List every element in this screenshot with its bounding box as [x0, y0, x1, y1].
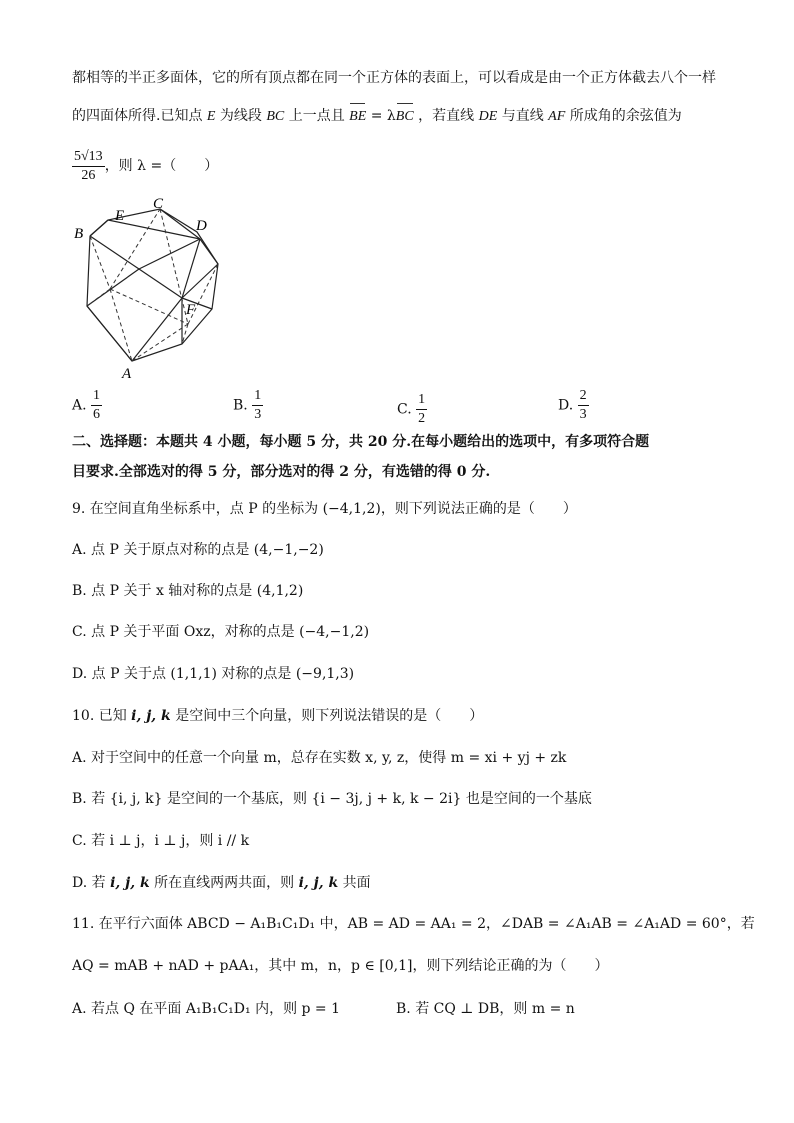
- stem-text: 是空间中三个向量，则下列说法错误的是（ ）: [170, 708, 484, 724]
- option-fraction: [252, 388, 263, 423]
- label-f: F: [186, 302, 196, 318]
- q8-option-c[interactable]: [397, 392, 427, 427]
- section-2-header-line-1: 二、选择题：本题共 4 小题，每小题 5 分，共 20 分.在每小题给出的选项中，有多项符合题: [72, 434, 650, 450]
- option-fraction: [91, 388, 102, 423]
- label-d: D: [196, 218, 207, 234]
- q11-option-a[interactable]: A. 若点 Q 在平面 A₁B₁C₁D₁ 内，则 p = 1: [72, 1001, 341, 1017]
- q11-option-b[interactable]: B. 若 CQ ⊥ DB，则 m = n: [396, 1001, 575, 1017]
- label-c: C: [153, 196, 164, 212]
- option-letter: A.: [72, 397, 87, 414]
- option-letter: D.: [558, 397, 574, 414]
- option-fraction: [578, 388, 589, 423]
- option-letter: B.: [233, 397, 248, 414]
- intro-text: ，若直线: [418, 108, 475, 124]
- intro-line-1: 都相等的半正多面体，它的所有顶点都在同一个正方体的表面上，可以看成是由一个正方体截去八个一样: [72, 70, 716, 86]
- vectors-ijk: i, j, k: [110, 875, 150, 891]
- label-b: B: [74, 226, 84, 242]
- q9-option-c[interactable]: C. 点 P 关于平面 Oxz，对称的点是 (−4,−1,2): [72, 624, 370, 640]
- fraction-numerator: 1: [416, 392, 427, 410]
- vector-bc: BC: [396, 107, 414, 127]
- fraction-denominator: 26: [81, 167, 96, 183]
- cuboctahedron-figure: [70, 194, 230, 384]
- vectors-ijk: i, j, k: [298, 875, 339, 891]
- section-2-header-line-2: 目要求.全部选对的得 5 分，部分选对的得 2 分，有选错的得 0 分.: [72, 464, 491, 480]
- fraction-denominator: 6: [93, 407, 101, 422]
- intro-line-3: [72, 146, 218, 186]
- q10-stem: [72, 706, 483, 726]
- q8-option-a[interactable]: [72, 388, 102, 423]
- fraction-numerator: 1: [252, 388, 263, 406]
- stem-text: 10. 已知: [72, 708, 132, 724]
- option-text: 共面: [338, 875, 371, 891]
- fraction-denominator: 3: [254, 407, 262, 422]
- equals-lambda: = λ: [366, 108, 396, 124]
- option-text: 所在直线两两共面，则: [149, 875, 299, 891]
- label-e: E: [115, 208, 125, 224]
- fraction-numerator: 5√13: [72, 149, 105, 167]
- q8-option-d[interactable]: [558, 388, 589, 423]
- fraction-denominator: 3: [579, 407, 587, 422]
- q11-stem-line-2: AQ = mAB + nAD + pAA₁，其中 m，n，p ∈ [0,1]，则下列结论正确的为（ ）: [72, 958, 609, 974]
- q10-option-d[interactable]: [72, 873, 371, 893]
- line-de: DE: [478, 109, 498, 124]
- fraction-numerator: 1: [91, 388, 102, 406]
- q9-option-b[interactable]: B. 点 P 关于 x 轴对称的点是 (4,1,2): [72, 583, 304, 599]
- intro-text: 的四面体所得.已知点: [72, 108, 203, 124]
- q10-option-b[interactable]: B. 若 {i, j, k} 是空间的一个基底，则 {i − 3j, j + k, k − 2i} 也是空间的一个基底: [72, 791, 592, 807]
- q11-stem-line-1: 11. 在平行六面体 ABCD − A₁B₁C₁D₁ 中，AB = AD = AA₁ = 2，∠DAB = ∠A₁AB = ∠A₁AD = 60°，若: [72, 916, 755, 932]
- q10-option-c[interactable]: C. 若 i ⊥ j，i ⊥ j，则 i // k: [72, 833, 250, 849]
- fraction-numerator: 2: [578, 388, 589, 406]
- fraction-denominator: 2: [418, 411, 426, 426]
- q9-stem: 9. 在空间直角坐标系中，点 P 的坐标为 (−4,1,2)，则下列说法正确的是（ ）: [72, 501, 577, 517]
- q9-option-d[interactable]: D. 点 P 关于点 (1,1,1) 对称的点是 (−9,1,3): [72, 666, 355, 682]
- q8-option-b[interactable]: [233, 388, 263, 423]
- vector-be: BE: [349, 107, 366, 127]
- intro-text: 上一点且: [288, 108, 345, 124]
- q10-option-a[interactable]: A. 对于空间中的任意一个向量 m，总存在实数 x, y, z，使得 m = xi + yj + zk: [72, 750, 567, 766]
- option-text: D. 若: [72, 875, 111, 891]
- label-a: A: [122, 366, 132, 382]
- option-letter: C.: [397, 401, 412, 418]
- intro-text: 所成角的余弦值为: [569, 108, 682, 124]
- line-af: AF: [548, 109, 566, 124]
- option-fraction: [416, 392, 427, 427]
- cosine-fraction: [72, 149, 105, 184]
- point-e: E: [206, 109, 216, 124]
- intro-text: 为线段: [219, 108, 262, 124]
- q9-option-a[interactable]: A. 点 P 关于原点对称的点是 (4,−1,−2): [72, 542, 324, 558]
- intro-text: 与直线: [501, 108, 544, 124]
- segment-bc: BC: [266, 109, 285, 124]
- lambda-question: ，则 λ =（ ）: [104, 158, 219, 174]
- vectors-ijk: i, j, k: [131, 708, 171, 724]
- intro-line-2: [72, 106, 682, 127]
